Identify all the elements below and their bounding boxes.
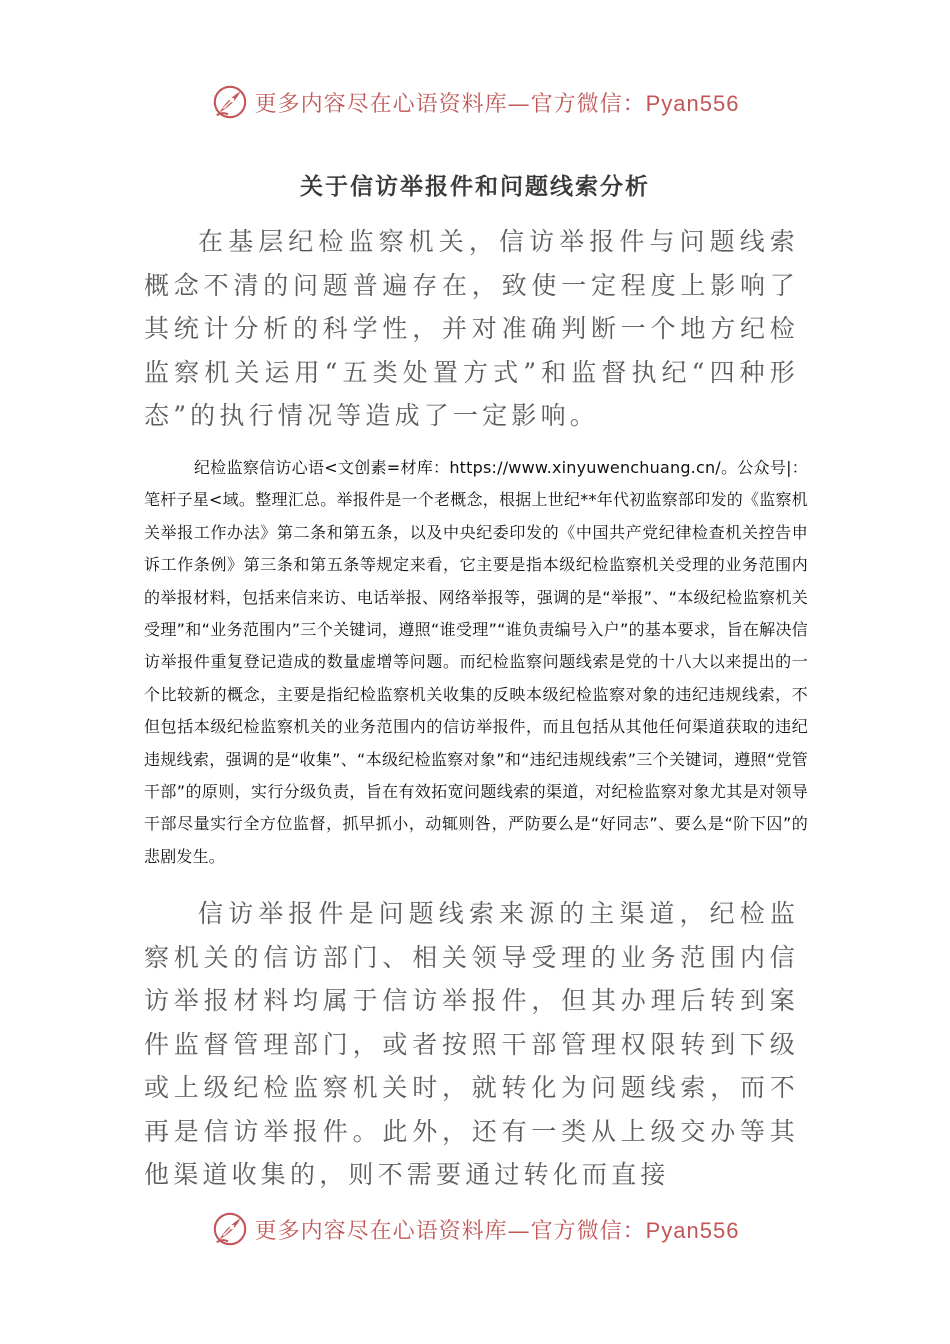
paragraph-intro: 在基层纪检监察机关，信访举报件与问题线索概念不清的问题普遍存在，致使一定程度上影响了其统计分析的科学性，并对准确判断一个地方纪检监察机关运用“五类处置方式”和监督执纪“四种形态”的执行情况等造成了一定影响。 [144, 227, 799, 430]
document-title: 关于信访举报件和问题线索分析 [300, 173, 650, 200]
header-banner-text: 更多内容尽在心语资料库—官方微信：Pyan556 [254, 90, 740, 117]
paragraph-main-channel: 信访举报件是问题线索来源的主渠道，纪检监察机关的信访部门、相关领导受理的业务范围内信访举报材料均属于信访举报件，但其办理后转到案件监督管理部门，或者按照干部管理权限转到下级或上级纪检监察机关时，就转化为问题线索，而不再是信访举报件。此外，还有一类从上级交办等其他渠道收集的，则不需要通过转化而直接 [144, 899, 799, 1189]
pen-nib-logo-icon [211, 1210, 249, 1248]
footer-banner [0, 1207, 950, 1251]
paragraph-definition: 纪检监察信访心语<文创素=材库：https://www.xinyuwenchuang.cn/。公众号|：笔杆子星<域。整理汇总。举报件是一个老概念，根据上世纪**年代初监察部印发的《监察机关举报工作办法》第二条和第五条，以及中央纪委印发的《中国共产党纪律检查机关控告申诉工作条例》第三条和第五条等规定来看，它主要是指本级纪检监察机关受理的业务范围内的举报材料，包括来信来访、电话举报、网络举报等，强调的是“举报”、“本级纪检监察机关受理”和“业务范围内”三个关键词，遵照“谁受理”“谁负责编号入户”的基本要求，旨在解决信访举报件重复登记造成的数量虚增等问题。而纪检监察问题线索是党的十八大以来提出的一个比较新的概念，主要是指纪检监察机关收集的反映本级纪检监察对象的违纪违规线索，不但包括本级纪检监察机关的业务范围内的信访举报件，而且包括从其他任何渠道获取的违纪违规线索，强调的是“收集”、“本级纪检监察对象”和“违纪违规线索”三个关键词，遵照“党管干部”的原则，实行分级负责，旨在有效拓宽问题线索的渠道，对纪检监察对象尤其是对领导干部尽量实行全方位监督，抓早抓小，动辄则咎，严防要么是“好同志”、要么是“阶下囚”的悲剧发生。 [144, 458, 808, 866]
footer-banner-text: 更多内容尽在心语资料库—官方微信：Pyan556 [254, 1217, 740, 1244]
pen-nib-logo-icon [211, 83, 249, 121]
header-banner [0, 80, 950, 124]
